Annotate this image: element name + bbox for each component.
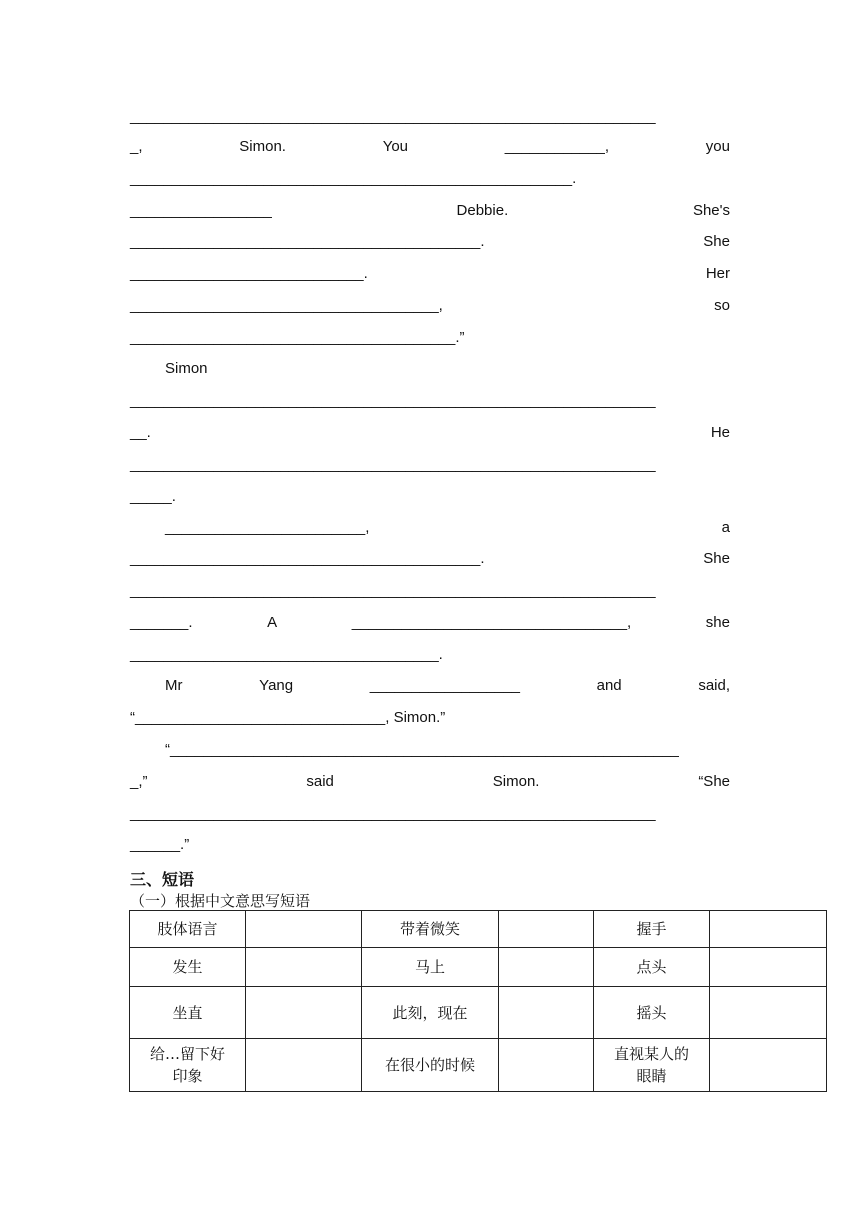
- passage-line: [165, 359, 730, 379]
- passage-line: [130, 296, 730, 316]
- phrase-label: 带着微笑: [399, 920, 460, 938]
- table-row: [130, 911, 827, 948]
- passage-word: said,: [698, 677, 730, 694]
- answer-cell[interactable]: [710, 1039, 827, 1092]
- phrase-label: 握手: [636, 920, 667, 938]
- phrase-cell: [130, 948, 246, 987]
- blank-line: __________________________________________.: [130, 233, 485, 250]
- phrase-label: 肢体语言: [157, 920, 218, 938]
- passage-line: [130, 613, 730, 633]
- passage-word: Her: [705, 265, 730, 282]
- blank-line: _,”: [130, 773, 148, 790]
- passage-word: a: [721, 519, 730, 536]
- passage-word: Debbie.: [456, 202, 509, 219]
- passage-line: [130, 232, 730, 252]
- blank-line: _________________________________,: [351, 614, 632, 631]
- blank-line: _______________________________________________________________: [130, 456, 656, 473]
- phrase-cell: [130, 911, 246, 948]
- answer-cell[interactable]: [499, 1039, 594, 1092]
- section-title: 三、短语: [130, 870, 195, 889]
- phrase-label: 直视某人的: [613, 1045, 689, 1063]
- passage-line: [130, 423, 730, 443]
- phrase-label: 马上: [414, 958, 445, 976]
- blank-line: __________________: [369, 677, 520, 694]
- passage-line: [165, 740, 730, 760]
- blank-line: _____________________________________,: [130, 297, 443, 314]
- table-row: [130, 948, 827, 987]
- blank-line: ________________________,: [165, 519, 370, 536]
- passage-line: [130, 169, 730, 189]
- phrase-cell: [362, 948, 499, 987]
- blank-line: _______________________________________________________________: [130, 392, 656, 409]
- phrase-cell: [362, 987, 499, 1039]
- blank-line: “_____________________________________________________________: [165, 741, 679, 758]
- passage-line: [130, 804, 730, 824]
- blank-line: _______.: [130, 614, 193, 631]
- phrase-cell: [362, 1039, 499, 1092]
- section-subtitle: （一）根据中文意思写短语: [130, 892, 311, 910]
- passage-word: A: [267, 614, 278, 631]
- phrase-label: 在很小的时候: [384, 1056, 475, 1074]
- passage-line: [130, 137, 730, 157]
- phrase-cell: [594, 948, 710, 987]
- answer-cell[interactable]: [499, 987, 594, 1039]
- answer-cell[interactable]: [499, 948, 594, 987]
- phrase-label: 点头: [636, 958, 667, 976]
- passage-word: Simon: [165, 360, 208, 377]
- blank-line: _____________________________________________________.: [130, 170, 577, 187]
- passage-line: [130, 328, 730, 348]
- answer-cell[interactable]: [710, 911, 827, 948]
- phrase-cell: [594, 987, 710, 1039]
- phrase-cell: [594, 1039, 710, 1092]
- passage-line: [130, 708, 730, 728]
- blank-line: _______________________________________.”: [130, 329, 465, 346]
- passage-word: Simon.: [239, 138, 286, 155]
- blank-line: ______.”: [130, 836, 190, 853]
- answer-cell[interactable]: [710, 948, 827, 987]
- phrase-cell: [130, 987, 246, 1039]
- blank-line: ____________________________.: [130, 265, 368, 282]
- phrase-label: 印象: [172, 1067, 203, 1085]
- passage-line: [130, 581, 730, 601]
- answer-cell[interactable]: [246, 948, 362, 987]
- passage-line: [165, 518, 730, 538]
- passage-word: She: [703, 550, 730, 567]
- blank-line: “______________________________, Simon.”: [130, 709, 446, 726]
- passage-word: she: [705, 614, 730, 631]
- phrase-table: [129, 910, 827, 1092]
- blank-line: _______________________________________________________________: [130, 108, 656, 125]
- blank-line: _______________________________________________________________: [130, 805, 656, 822]
- phrase-label: 给…留下好: [149, 1045, 225, 1063]
- answer-cell[interactable]: [246, 911, 362, 948]
- passage-word: so: [714, 297, 730, 314]
- blank-line: _____.: [130, 488, 176, 505]
- passage-line: [130, 549, 730, 569]
- passage-word: you: [705, 138, 730, 155]
- passage-line: [130, 487, 730, 507]
- blank-line: _____________________________________.: [130, 646, 443, 663]
- table-row: [130, 987, 827, 1039]
- passage-line: [130, 835, 730, 855]
- blank-line: ____________,: [504, 138, 610, 155]
- passage-line: [165, 676, 730, 696]
- passage-word: She's: [692, 202, 730, 219]
- passage-word: Mr: [165, 677, 183, 694]
- passage-line: [130, 391, 730, 411]
- answer-cell[interactable]: [499, 911, 594, 948]
- passage-line: [130, 264, 730, 284]
- passage-word: You: [382, 138, 409, 155]
- passage-word: Simon.: [492, 773, 540, 790]
- blank-line: __________________________________________.: [130, 550, 485, 567]
- passage-word: Yang: [259, 677, 294, 694]
- blank-line: _________________: [130, 202, 272, 219]
- blank-line: _,: [130, 138, 143, 155]
- passage-word: and: [596, 677, 622, 694]
- phrase-cell: [362, 911, 499, 948]
- phrase-label: 发生: [172, 958, 203, 976]
- phrase-cell: [130, 1039, 246, 1092]
- phrase-label: 坐直: [172, 1003, 203, 1022]
- passage-line: [130, 107, 730, 127]
- phrase-label: 此刻，现在: [392, 1003, 468, 1022]
- passage-line: [130, 201, 730, 221]
- phrase-label: 眼睛: [636, 1067, 667, 1085]
- passage-line: [130, 645, 730, 665]
- table-row: [130, 1039, 827, 1092]
- passage-line: [130, 772, 730, 792]
- blank-line: _______________________________________________________________: [130, 582, 656, 599]
- blank-line: __.: [130, 424, 151, 441]
- answer-cell[interactable]: [710, 987, 827, 1039]
- passage-word: “She: [698, 773, 730, 790]
- answer-cell[interactable]: [246, 1039, 362, 1092]
- answer-cell[interactable]: [246, 987, 362, 1039]
- passage-word: She: [703, 233, 730, 250]
- passage-word: He: [710, 424, 730, 441]
- phrase-label: 摇头: [636, 1003, 667, 1022]
- phrase-cell: [594, 911, 710, 948]
- passage-line: [130, 455, 730, 475]
- passage-word: said: [306, 773, 334, 790]
